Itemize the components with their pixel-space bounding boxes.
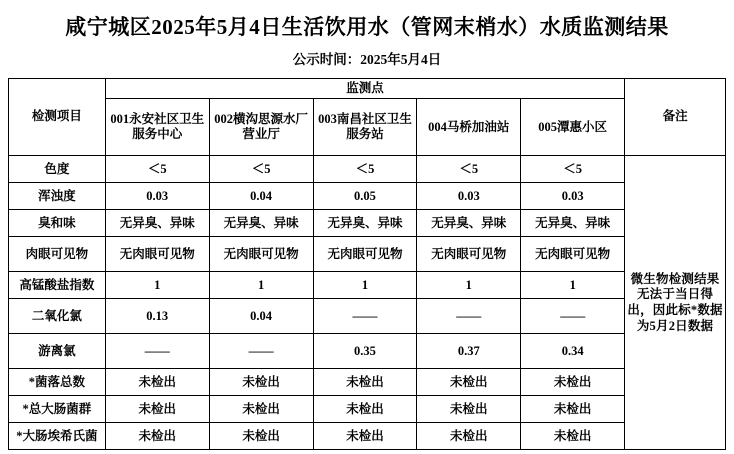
row-value: ＜5 [313,156,417,183]
row-value: 0.13 [105,299,209,334]
page-title: 咸宁城区2025年5月4日生活饮用水（管网末梢水）水质监测结果 [65,15,669,39]
row-value: —— [313,299,417,334]
header-monitoring-points: 监测点 [105,78,624,99]
row-value: —— [209,334,313,369]
row-value: 无肉眼可见物 [313,237,417,272]
row-value: ＜5 [105,156,209,183]
row-value: 1 [209,272,313,299]
row-value: —— [521,299,625,334]
row-label: 肉眼可见物 [9,237,106,272]
row-value: 未检出 [521,369,625,396]
water-quality-table [8,78,726,451]
row-label: 二氧化氯 [9,299,106,334]
table-header-sites-row [9,99,726,156]
row-label: 臭和味 [9,210,106,237]
row-value: 未检出 [105,369,209,396]
row-value: 未检出 [313,423,417,450]
table-row [9,334,726,369]
table-row [9,272,726,299]
row-value: 0.03 [105,183,209,210]
table-row [9,237,726,272]
table-row [9,210,726,237]
header-remarks: 备注 [625,78,726,156]
row-value: 1 [313,272,417,299]
table-row [9,156,726,183]
row-value: 无异臭、异味 [417,210,521,237]
row-value: 未检出 [521,396,625,423]
row-value: 1 [521,272,625,299]
row-value: —— [105,334,209,369]
table-row [9,299,726,334]
row-value: 0.35 [313,334,417,369]
row-label: 浑浊度 [9,183,106,210]
row-value: 无肉眼可见物 [417,237,521,272]
row-value: 无肉眼可见物 [521,237,625,272]
table-header-group-row [9,78,726,99]
row-value: 未检出 [313,369,417,396]
row-label: 游离氯 [9,334,106,369]
row-value: 0.04 [209,183,313,210]
row-value: 未检出 [417,369,521,396]
row-value: 0.05 [313,183,417,210]
table-row [9,369,726,396]
row-value: 0.03 [417,183,521,210]
header-site-003: 003南昌社区卫生服务站 [313,99,417,156]
row-value: 未检出 [417,396,521,423]
row-value: 0.04 [209,299,313,334]
row-value: ＜5 [521,156,625,183]
row-label: *总大肠菌群 [9,396,106,423]
row-value: 无肉眼可见物 [209,237,313,272]
header-site-001: 001永安社区卫生服务中心 [105,99,209,156]
row-value: 无异臭、异味 [209,210,313,237]
row-value: 0.34 [521,334,625,369]
row-value: —— [417,299,521,334]
row-value: 无异臭、异味 [313,210,417,237]
row-value: 未检出 [105,396,209,423]
row-value: ＜5 [209,156,313,183]
row-value: 0.37 [417,334,521,369]
header-site-004: 004马桥加油站 [417,99,521,156]
header-site-002: 002横沟思源水厂营业厅 [209,99,313,156]
row-label: *大肠埃希氏菌 [9,423,106,450]
row-value: 无肉眼可见物 [105,237,209,272]
row-value: 未检出 [209,423,313,450]
row-value: 未检出 [209,369,313,396]
row-value: 未检出 [105,423,209,450]
row-value: 无异臭、异味 [521,210,625,237]
row-value: 未检出 [313,396,417,423]
row-label: 色度 [9,156,106,183]
publish-time: 公示时间：2025年5月4日 [292,52,442,68]
row-value: ＜5 [417,156,521,183]
row-value: 1 [417,272,521,299]
row-value: 1 [105,272,209,299]
row-value: 未检出 [209,396,313,423]
row-value: 无异臭、异味 [105,210,209,237]
remarks-cell: 微生物检测结果无法于当日得出，因此标*数据为5月2日数据 [625,156,726,450]
row-value: 未检出 [521,423,625,450]
row-label: *菌落总数 [9,369,106,396]
table-row [9,423,726,450]
row-value: 0.03 [521,183,625,210]
row-label: 高锰酸盐指数 [9,272,106,299]
header-site-005: 005潭惠小区 [521,99,625,156]
row-value: 未检出 [417,423,521,450]
table-row [9,396,726,423]
table-row [9,183,726,210]
header-detection-item: 检测项目 [9,78,106,156]
